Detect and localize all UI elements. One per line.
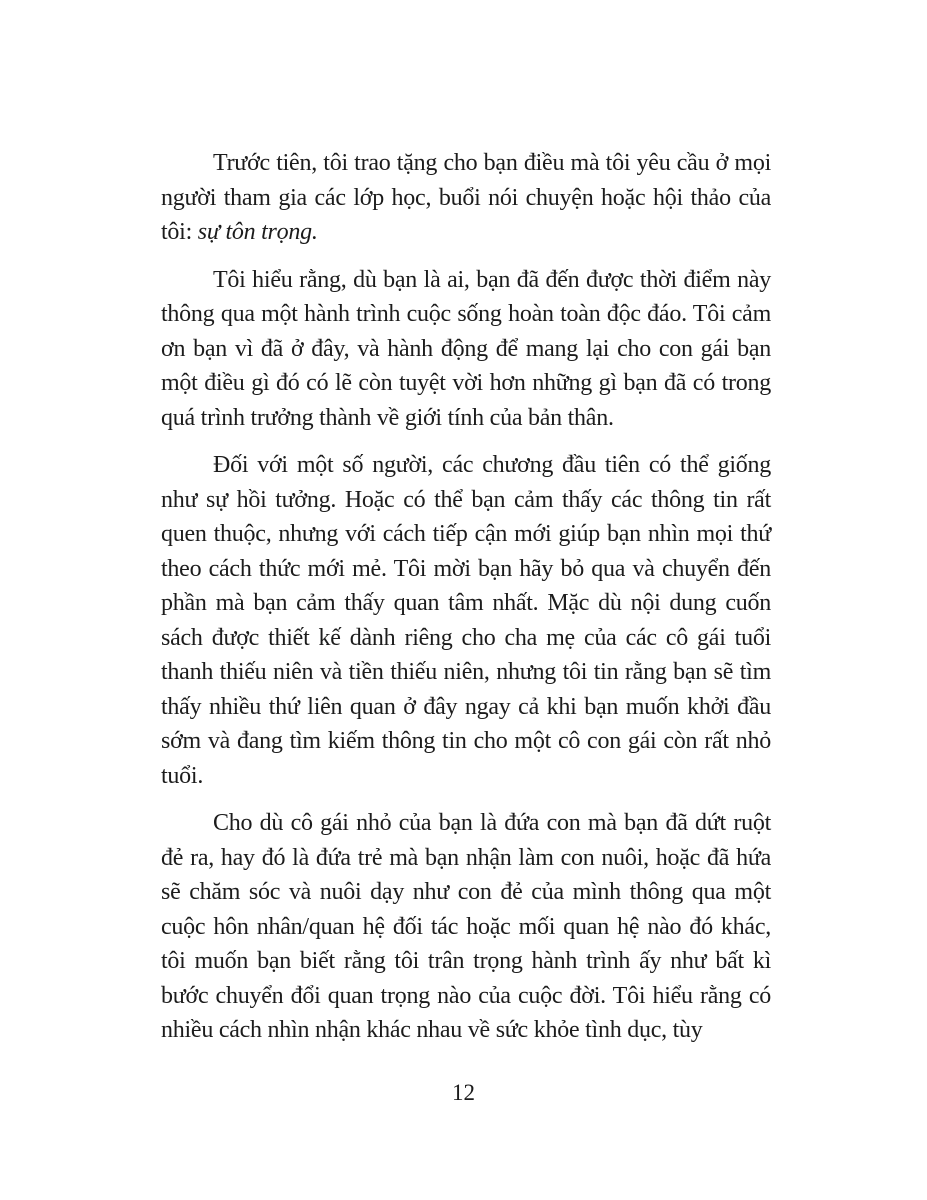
paragraph-1 xyxy=(161,146,771,250)
paragraph-3: Đối với một số người, các chương đầu tiên có thể giống như sự hồi tưởng. Hoặc có thể bạn cảm thấy các thông tin rất quen thuộc, nhưng với cách tiếp cận mới giúp bạn nhìn mọi thứ theo cách thức mới mẻ. Tôi mời bạn hãy bỏ qua và chuyển đến phần mà bạn cảm thấy quan tâm nhất. Mặc dù nội dung cuốn sách được thiết kế dành riêng cho cha mẹ của các cô gái tuổi thanh thiếu niên và tiền thiếu niên, nhưng tôi tin rằng bạn sẽ tìm thấy nhiều thứ liên quan ở đây ngay cả khi bạn muốn khởi đầu sớm và đang tìm kiếm thông tin cho một cô con gái còn rất nhỏ tuổi. xyxy=(161,452,771,789)
paragraph-1-italic-phrase: sự tôn trọng. xyxy=(197,219,318,245)
paragraph-2: Tôi hiểu rằng, dù bạn là ai, bạn đã đến được thời điểm này thông qua một hành trình cuộc sống hoàn toàn độc đáo. Tôi cảm ơn bạn vì đã ở đây, và hành động để mang lại cho con gái bạn một điều gì đó có lẽ còn tuyệt vời hơn những gì bạn đã có trong quá trình trưởng thành về giới tính của bản thân. xyxy=(161,266,771,431)
page-number: 12 xyxy=(452,1080,475,1105)
page-text-block xyxy=(161,146,771,1048)
paragraph-1-text: Trước tiên, tôi trao tặng cho bạn điều mà tôi yêu cầu ở mọi người tham gia các lớp học, buổi nói chuyện hoặc hội thảo của tôi: xyxy=(161,150,771,245)
paragraph-4: Cho dù cô gái nhỏ của bạn là đứa con mà bạn đã dứt ruột đẻ ra, hay đó là đứa trẻ mà bạn nhận làm con nuôi, hoặc đã hứa sẽ chăm sóc và nuôi dạy như con đẻ của mình thông qua một cuộc hôn nhân/quan hệ đối tác hoặc mối quan hệ nào đó khác, tôi muốn bạn biết rằng tôi trân trọng hành trình ấy như bất kì bước chuyển đổi quan trọng nào của cuộc đời. Tôi hiểu rằng có nhiều cách nhìn nhận khác nhau về sức khỏe tình dục, tùy xyxy=(161,810,771,1043)
page-footer xyxy=(0,1079,927,1107)
